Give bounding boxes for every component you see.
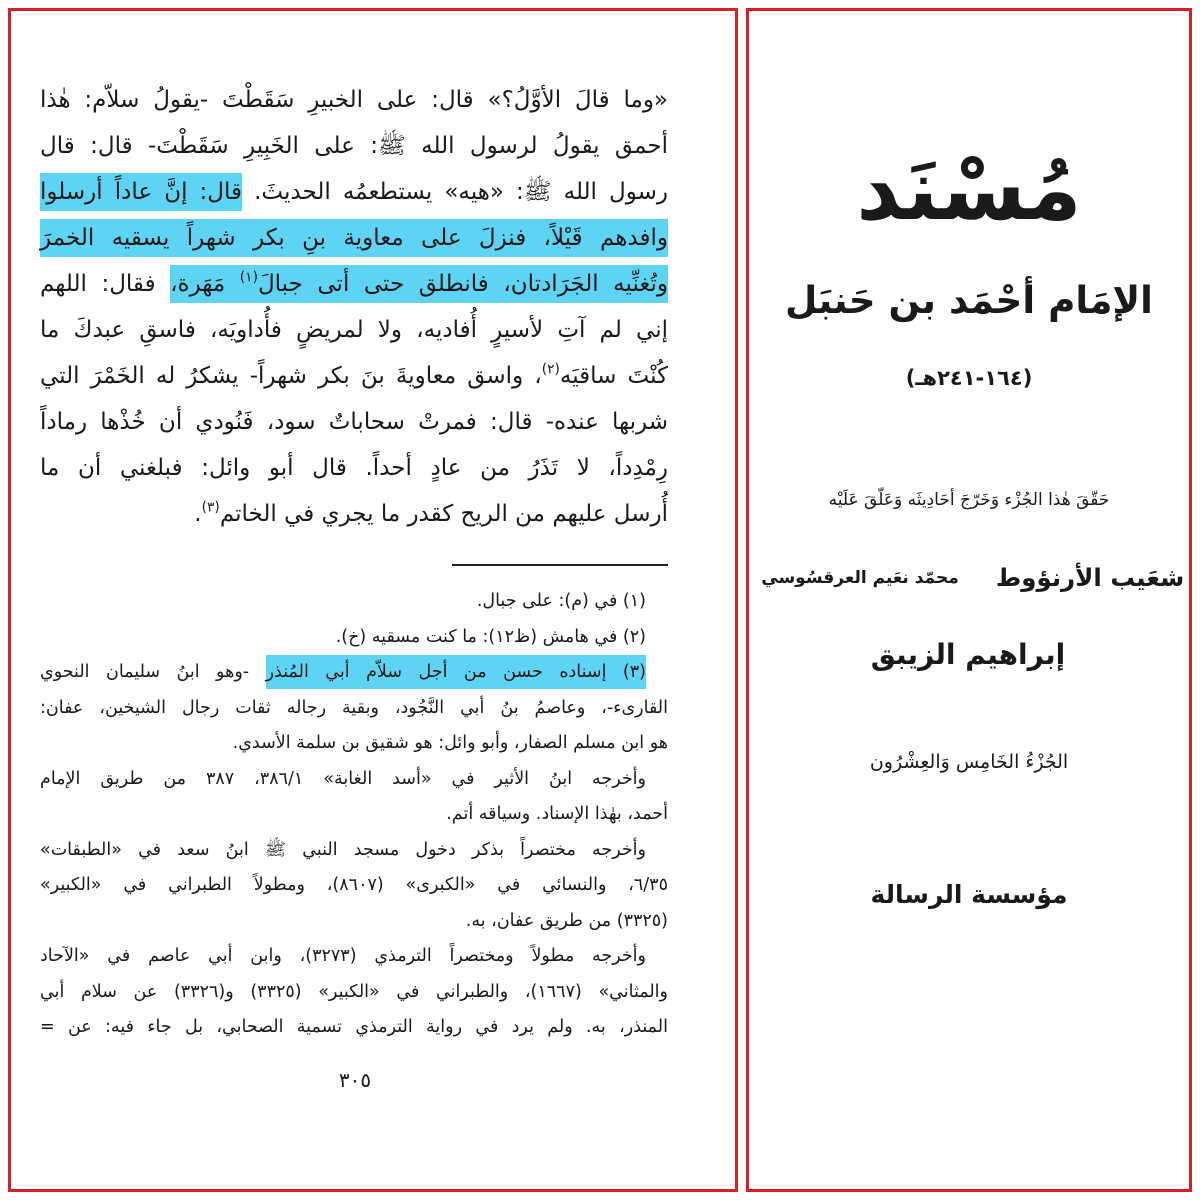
author-dates (869, 364, 1069, 392)
footnote-line (40, 620, 668, 656)
main-text-line (40, 445, 668, 491)
editor-name: محمّد نعَيم العرقسُوسي (761, 568, 959, 588)
footnote-line (40, 904, 668, 940)
text-segment: وتُغنِّيه الجَرَادتان، فانطلق حتى أتى جبالَ (257, 271, 668, 297)
main-text-line (40, 307, 668, 353)
page-number: ٣٠٥ (338, 1068, 372, 1092)
left-page-frame (8, 8, 738, 1192)
footnote-line (40, 975, 668, 1011)
text-segment: أحمد، بهٰذا الإسناد. وسياقه أتم. (446, 804, 668, 824)
author-name: الإمَام أحْمَد بن حَنبَل (785, 278, 1153, 322)
footnote-marker: (٣) (201, 499, 220, 516)
dates-text: (١٦٤-٢٤١هـ) (905, 366, 1033, 390)
editor-name: شعَيب الأرنؤوط (995, 563, 1185, 592)
text-segment: رسول الله ﷺ: «هيه» يستطعمُه الحديثَ. (254, 179, 669, 205)
main-text-line (40, 215, 668, 261)
text-segment: «وما قالَ الأوَّلُ؟» قال: على الخبيرِ سَقَطْتَ -يقولُ سلاّم: هٰذا (40, 87, 668, 113)
text-segment: المنذر، به. ولم يرد في رواية الترمذي تسمية الصحابي، بل جاء فيه: عن = (40, 1017, 668, 1037)
text-segment: وأخرجه مطولاً ومختصراً الترمذي (٣٢٧٣)، وابن أبي عاصم في «الآحاد (40, 946, 646, 966)
publisher-name: مؤسسة الرسالة (870, 880, 1068, 909)
highlighted-passage: وافدهم قَيْلاً، فنزلَ على معاوية بنِ بكر شهراً يسقيه الخمرَ (40, 219, 668, 257)
footnote-line (40, 762, 668, 798)
text-segment: إني لم آتِ لأسيرٍ أُفاديه، ولا لمريضٍ فأُداويَه، فاسقِ عبدكَ ما (40, 317, 668, 343)
footnote-line (40, 726, 668, 762)
main-text-line (40, 261, 668, 307)
footnote-line (40, 584, 668, 620)
main-text-line (40, 123, 668, 169)
book-title: مُسْنَد (856, 140, 1082, 240)
footnote-marker: (٢) (541, 361, 560, 378)
footnote-marker: (١) (239, 269, 258, 286)
text-segment: (٣٣٢٥) من طريق عفان، به. (465, 910, 668, 931)
editor-name: إبراهيم الزيبق (870, 638, 1066, 671)
main-text (40, 77, 668, 537)
title-page-frame (746, 8, 1192, 1192)
footnote-line (40, 797, 668, 833)
main-text-line (40, 169, 668, 215)
main-text-line (40, 491, 668, 537)
main-text-line (40, 399, 668, 445)
text-segment: رِمْدِداً، لا تَذَرُ من عادٍ أحداً. قال أبو وائل: فبلغني أن ما (40, 455, 668, 481)
highlighted-passage (170, 265, 668, 303)
footnote-line (40, 691, 668, 727)
text-segment: والمثاني» (١٦٦٧)، والطبراني في «الكبير» (٣٣٢٥) و(٣٣٢٦) عن سلام أبي (40, 981, 668, 1002)
footnote-line (40, 655, 668, 691)
text-segment: (١) في (م): على جبال. (476, 591, 646, 611)
text-segment: فقال: اللهم (40, 271, 156, 297)
footnote-separator (452, 564, 668, 566)
footnotes (40, 584, 668, 1046)
footnote-line (40, 833, 668, 869)
main-text-line (40, 77, 668, 123)
footnote-line (40, 868, 668, 904)
text-segment: ٦/٣٥، والنسائي في «الكبرى» (٨٦٠٧)، ومطولاً الطبراني في «الكبير» (40, 875, 668, 895)
text-segment: كُنْتَ ساقيَه (559, 363, 668, 389)
editorial-credit: حَقّقَ هٰذا الجُزْء وَخَرّجَ أحَادِيثَه وَعَلّقَ عَلَيْه (828, 490, 1110, 510)
text-segment: وأخرجه مختصراً بذكر دخول مسجد النبي ﷺ ابنُ سعد في «الطبقات» (40, 839, 646, 860)
text-segment: . (194, 501, 202, 527)
footnote-line (40, 1010, 668, 1046)
text-segment: ، واسق معاويةَ بنَ بكر شهراً- يشكرُ له الخَمْرَ التي (40, 363, 542, 389)
text-segment: القارىء-، وعاصمُ بنُ أبي النَّجُود، وبقية رجاله ثقات رجال الشيخين، عفان: (40, 697, 668, 718)
volume-label: الجُزْءُ الخَامِس وَالعِشْرُون (869, 751, 1069, 773)
text-segment: مَهَرة، (170, 271, 226, 297)
footnote-line (40, 939, 668, 975)
text-segment: (٢) في هامش (ظ١٢): ما كنت مسقيه (خ). (335, 626, 646, 647)
highlighted-passage: (٣) إسناده حسن من أجل سلاّم أبي المُنذر (266, 655, 646, 689)
text-segment: وأخرجه ابنُ الأثير في «أسد الغابة» ٣٨٦/١، ٣٨٧ من طريق الإمام (40, 768, 646, 789)
text-segment: -وهو ابنُ سليمان النحوي (40, 662, 250, 682)
highlighted-passage: قال: إنَّ عاداً أرسلوا (40, 173, 242, 211)
text-segment: أُرسل عليهم من الريح كقدر ما يجري في الخاتم (219, 501, 668, 527)
text-segment: أحمق يقولُ لرسول الله ﷺ: على الخَبِيرِ سَقَطْتَ- قال: قال (40, 133, 668, 159)
main-text-line (40, 353, 668, 399)
text-segment: هو ابن مسلم الصفار، وأبو وائل: هو شقيق بن سلمة الأسدي. (232, 733, 668, 753)
text-segment: شربها عنده- قال: فمرتْ سحاباتٌ سود، فَنُودي أن خُذْها رماداً (40, 409, 668, 435)
